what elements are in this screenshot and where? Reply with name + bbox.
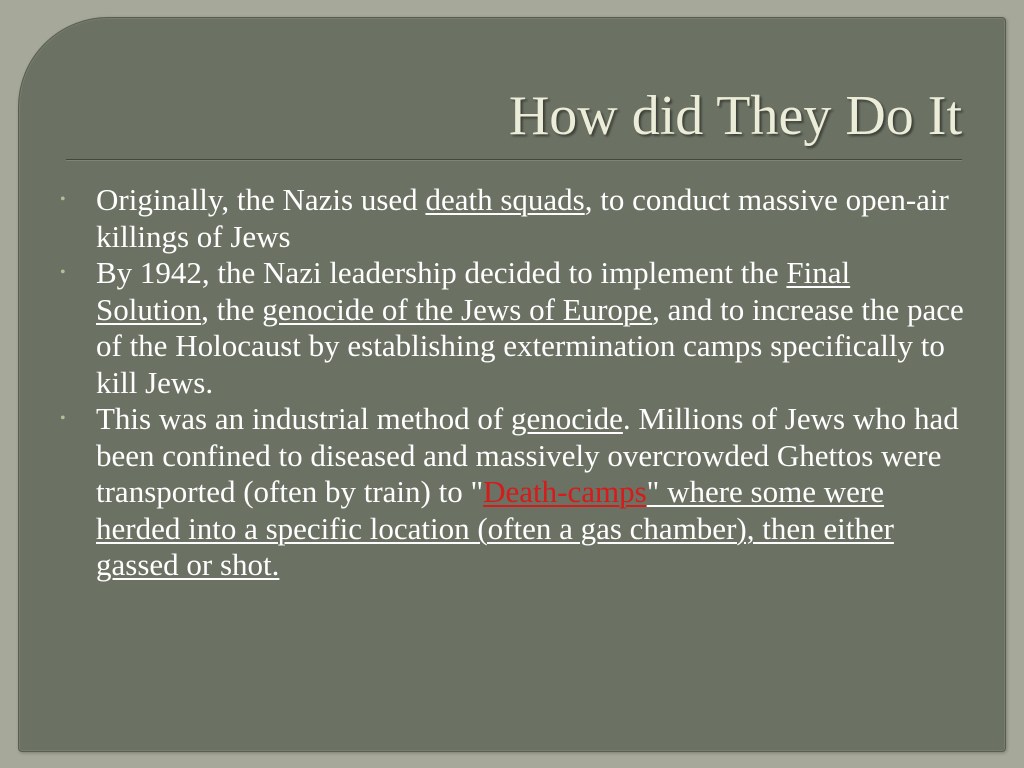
- bullet-text: , the: [201, 291, 263, 327]
- genocide-of-jews-link[interactable]: genocide of the Jews of Europe: [262, 291, 653, 327]
- final-solution-link[interactable]: Final Solution: [96, 255, 851, 327]
- bullet-text: . Millions of Jews who had been confined to diseased and massively overcrowded Ghettos were transported (often by train) to ": [96, 401, 959, 509]
- death-camps-link[interactable]: Death-camps: [483, 474, 647, 509]
- bullet-text: By 1942, the Nazi leadership decided to implement the: [96, 255, 787, 290]
- death-camps-description-link[interactable]: " where some were herded into a specific location (often a gas chamber), then either gassed or shot.: [96, 474, 894, 582]
- bullet-text: Originally, the Nazis used: [96, 182, 426, 217]
- bullet-item-2: [58, 255, 964, 401]
- death-squads-link[interactable]: death squads: [425, 182, 585, 217]
- bullet-list: [58, 182, 964, 584]
- genocide-link[interactable]: genocide: [511, 401, 623, 436]
- bullet-dot-icon: •: [60, 410, 66, 427]
- title-divider: [66, 159, 962, 161]
- slide-title: How did They Do It: [508, 85, 962, 147]
- bullet-item-1: [58, 182, 964, 255]
- bullet-text: , and to increase the pace of the Holocaust by establishing extermination camps specifically to kill Jews.: [96, 291, 964, 400]
- bullet-text: , to conduct massive open-air killings of Jews: [96, 182, 949, 254]
- bullet-dot-icon: •: [60, 191, 66, 208]
- bullet-text: This was an industrial method of: [96, 401, 511, 436]
- bullet-item-3: [58, 401, 964, 584]
- bullet-dot-icon: •: [60, 264, 66, 281]
